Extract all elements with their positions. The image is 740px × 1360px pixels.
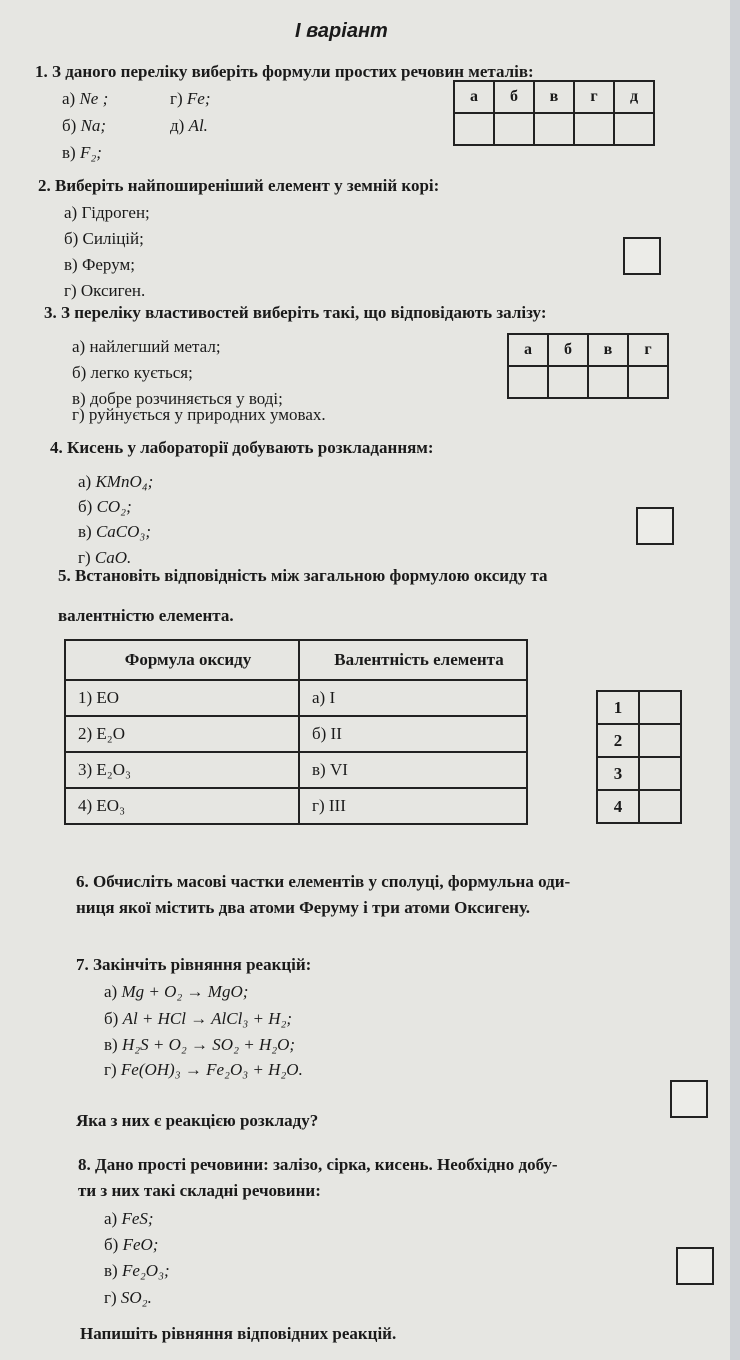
q5-formula-2: 2) E₂O bbox=[65, 716, 299, 752]
q8-option-d: г) SO₂. bbox=[104, 1288, 152, 1307]
q5-valence-c: в) VI bbox=[299, 752, 527, 788]
q1-grid-header-d: г bbox=[574, 81, 614, 113]
q5-formula-3: 3) E₂O₃ bbox=[65, 752, 299, 788]
q7-equation-a: а) Mg + O₂ → MgO; bbox=[104, 982, 249, 1001]
q1-answer-cell[interactable] bbox=[494, 113, 534, 145]
q7-answer-box[interactable] bbox=[670, 1080, 708, 1118]
q3-option-b: б) легко кується; bbox=[72, 363, 193, 382]
q1-option-e: д) Al. bbox=[170, 116, 208, 135]
q1-option-a: а) Ne ; bbox=[62, 89, 109, 108]
q3-option-a: а) найлегший метал; bbox=[72, 337, 221, 356]
q3-answer-cell[interactable] bbox=[548, 366, 588, 398]
q2-option-b: б) Силіцій; bbox=[64, 229, 144, 248]
q8-footer-instruction: Напишіть рівняння відповідних реакцій. bbox=[80, 1324, 397, 1343]
q4-option-d: г) CaO. bbox=[78, 548, 132, 567]
question-2-text: 2. Виберіть найпоширеніший елемент у земній корі: bbox=[38, 176, 440, 195]
q5-answer-cell[interactable] bbox=[639, 790, 681, 823]
q3-grid-header-a: а bbox=[508, 334, 548, 366]
question-8-text-line1: 8. Дано прості речовини: залізо, сірка, кисень. Необхідно добу- bbox=[78, 1155, 558, 1174]
q7-equation-d: г) Fe(OH)₃ → Fe₂O₃ + H₂O. bbox=[104, 1060, 303, 1079]
q5-answer-row-1-label: 1 bbox=[597, 691, 639, 724]
q1-answer-grid bbox=[453, 80, 655, 146]
q5-answer-grid bbox=[596, 690, 682, 824]
q5-header-formula: Формула оксиду bbox=[65, 640, 299, 680]
q2-option-c: в) Ферум; bbox=[64, 255, 135, 274]
question-1-text: 1. З даного переліку виберіть формули простих речовин металів: bbox=[35, 62, 534, 81]
q5-matching-table bbox=[64, 639, 528, 825]
q1-grid-header-c: в bbox=[534, 81, 574, 113]
q5-valence-b: б) II bbox=[299, 716, 527, 752]
q3-answer-cell[interactable] bbox=[508, 366, 548, 398]
q4-answer-box[interactable] bbox=[636, 507, 674, 545]
q5-answer-cell[interactable] bbox=[639, 757, 681, 790]
q1-option-c: в) F₂; bbox=[62, 143, 102, 162]
q7-equation-c: в) H₂S + O₂ → SO₂ + H₂O; bbox=[104, 1035, 296, 1054]
q8-answer-box[interactable] bbox=[676, 1247, 714, 1285]
q4-option-a: а) KMnO₄; bbox=[78, 472, 154, 491]
q4-option-c: в) CaCO₃; bbox=[78, 522, 151, 541]
page-edge-shadow bbox=[730, 0, 740, 1360]
q1-answer-cell[interactable] bbox=[574, 113, 614, 145]
q7-equation-b: б) Al + HCl → AlCl₃ + H₂; bbox=[104, 1009, 293, 1028]
q2-option-a: а) Гідроген; bbox=[64, 203, 150, 222]
question-3-text: 3. З переліку властивостей виберіть такі, що відповідають залізу: bbox=[44, 303, 547, 322]
q8-option-a: а) FeS; bbox=[104, 1209, 154, 1228]
question-4-text: 4. Кисень у лабораторії добувають розкладанням: bbox=[50, 438, 434, 457]
question-7-text: 7. Закінчіть рівняння реакцій: bbox=[76, 955, 312, 974]
question-8-text-line2: ти з них такі складні речовини: bbox=[78, 1181, 321, 1200]
q3-option-d: г) руйнується у природних умовах. bbox=[72, 405, 326, 424]
q1-grid-header-b: б bbox=[494, 81, 534, 113]
q3-answer-grid bbox=[507, 333, 669, 399]
variant-title: I варіант bbox=[295, 20, 388, 42]
question-5-text-line2: валентністю елемента. bbox=[58, 606, 234, 625]
q8-option-c: в) Fe₂O₃; bbox=[104, 1261, 170, 1280]
q3-answer-cell[interactable] bbox=[628, 366, 668, 398]
q3-answer-cell[interactable] bbox=[588, 366, 628, 398]
q2-answer-box[interactable] bbox=[623, 237, 661, 275]
question-6-text-line2: ниця якої містить два атоми Феруму і три атоми Оксигену. bbox=[76, 898, 530, 917]
q2-option-d: г) Оксиген. bbox=[64, 281, 146, 300]
q5-answer-row-4-label: 4 bbox=[597, 790, 639, 823]
q5-header-valence: Валентність елемента bbox=[299, 640, 527, 680]
q5-answer-row-3-label: 3 bbox=[597, 757, 639, 790]
q5-valence-a: а) I bbox=[299, 680, 527, 716]
q5-valence-d: г) III bbox=[299, 788, 527, 824]
q3-grid-header-c: в bbox=[588, 334, 628, 366]
q4-option-b: б) CO₂; bbox=[78, 497, 132, 516]
question-6-text-line1: 6. Обчисліть масові частки елементів у сполуці, формульна оди- bbox=[76, 872, 571, 891]
q1-grid-header-e: д bbox=[614, 81, 654, 113]
q1-grid-header-a: а bbox=[454, 81, 494, 113]
q7-question: Яка з них є реакцією розкладу? bbox=[76, 1111, 319, 1130]
q1-answer-cell[interactable] bbox=[454, 113, 494, 145]
q1-answer-cell[interactable] bbox=[614, 113, 654, 145]
q3-grid-header-d: г bbox=[628, 334, 668, 366]
q1-option-b: б) Na; bbox=[62, 116, 107, 135]
q5-answer-cell[interactable] bbox=[639, 724, 681, 757]
q5-answer-row-2-label: 2 bbox=[597, 724, 639, 757]
q1-option-d: г) Fe; bbox=[170, 89, 211, 108]
q5-answer-cell[interactable] bbox=[639, 691, 681, 724]
q3-grid-header-b: б bbox=[548, 334, 588, 366]
q5-formula-1: 1) EO bbox=[65, 680, 299, 716]
q8-option-b: б) FeO; bbox=[104, 1235, 159, 1254]
q3-option-c: в) добре розчиняється у воді; bbox=[72, 389, 283, 408]
question-5-text-line1: 5. Встановіть відповідність між загальною формулою оксиду та bbox=[58, 566, 548, 585]
q5-formula-4: 4) EO₃ bbox=[65, 788, 299, 824]
q1-answer-cell[interactable] bbox=[534, 113, 574, 145]
